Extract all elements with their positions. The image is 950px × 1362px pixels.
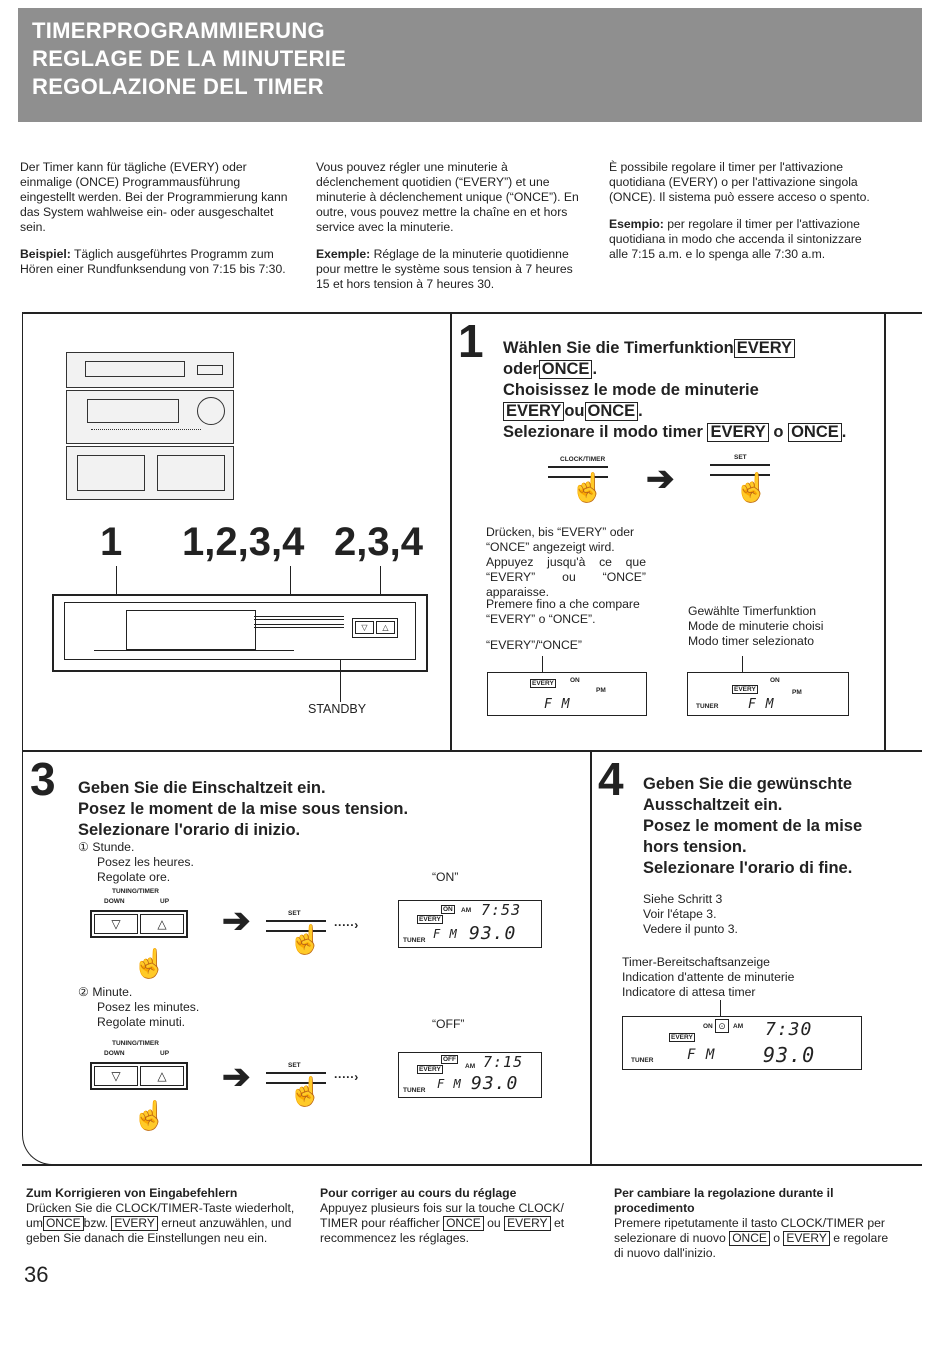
step3-heading-fr: Posez le moment de la mise sous tension. bbox=[78, 800, 409, 818]
step3-sub1-it: Regolate ore. bbox=[97, 870, 171, 884]
disp-fm-text: F M bbox=[687, 1047, 716, 1063]
intro-de-text: Der Timer kann für tägliche (EVERY) oder einmalige (ONCE) Programmausführung eingestellt werden. Bei der Programmierung kann das System wahlweise ein- oder ausgeschaltet sein. bbox=[20, 160, 288, 234]
step4-heading-fr: Posez le moment de la mise hors tension. bbox=[643, 817, 863, 856]
disp-every-indicator: EVERY bbox=[671, 1034, 693, 1041]
tuning-timer-label: TUNING/TIMER bbox=[112, 888, 159, 895]
set-label: SET bbox=[288, 1062, 301, 1069]
tuning-updown-buttons-2 bbox=[90, 1062, 188, 1090]
disp-fm-text: F M bbox=[433, 927, 458, 941]
disp-pm-indicator: PM bbox=[596, 687, 606, 694]
key-every: EVERY bbox=[111, 1216, 157, 1231]
stereo-tuner-unit bbox=[66, 352, 234, 388]
arrow-right-icon: ➔ bbox=[222, 1058, 251, 1096]
intro-fr bbox=[316, 160, 588, 304]
intro-it-example: Esempio: per regolare il timer per l'attivazione quotidiana in modo che accenda il sintonizzare alle 7:15 a.m. e lo spenga alle 7:30 a.m. bbox=[609, 217, 862, 261]
intro-fr-example: Exemple: Réglage de la minuterie quotidienne pour mettre le système sous tension à 7 heures 15 et hors tension à 7 heures 30. bbox=[316, 247, 573, 291]
disp-every-indicator: EVERY bbox=[532, 680, 554, 687]
key-every: EVERY bbox=[734, 339, 795, 358]
step1-heading-it: Selezionare il modo timer EVERY o ONCE . bbox=[503, 423, 847, 441]
disp-off-indicator: OFF bbox=[443, 1056, 456, 1063]
key-once: ONCE bbox=[43, 1216, 84, 1231]
key-every: EVERY bbox=[783, 1231, 829, 1246]
step4-see-fr: Voir l'étape 3. bbox=[643, 907, 717, 921]
down-label: DOWN bbox=[104, 898, 125, 905]
disp-fm-text: F M bbox=[437, 1077, 462, 1091]
up-label: UP bbox=[160, 898, 170, 905]
disp-fm-text: F M bbox=[748, 697, 775, 712]
timer-front-panel bbox=[52, 594, 428, 672]
step3-number: 3 bbox=[30, 753, 56, 805]
footer-it: Per cambiare la regolazione durante il procedimento Premere ripetutamente il tasto CLOCK/TIMER per selezionare di nuovo ONCE o EVERY e regolare di nuovo dall'inizio. bbox=[614, 1186, 896, 1261]
standby-leader bbox=[340, 660, 341, 702]
frame-top-line bbox=[22, 312, 922, 314]
disp-pm-indicator: PM bbox=[792, 689, 802, 696]
step4-heading-it: Selezionare l'orario di fine. bbox=[643, 859, 853, 877]
stereo-amp-unit bbox=[66, 390, 234, 444]
key-once-fr: ONCE bbox=[585, 402, 639, 421]
step1-heading-fr: Choisissez le mode de minuterie EVERY ou ONCE . bbox=[503, 381, 759, 420]
step4-heading-de: Geben Sie die gewünschte Ausschaltzeit ein. bbox=[643, 775, 853, 814]
footer-fr-title: Pour corriger au cours du réglage bbox=[320, 1186, 517, 1200]
disp-freq-text: 93.0 bbox=[763, 1043, 816, 1067]
step3-sub2: ② Minute. bbox=[78, 985, 133, 999]
step1-selected-de: Gewählte Timerfunktion bbox=[688, 604, 817, 618]
step1-number: 1 bbox=[458, 315, 484, 367]
down-label: DOWN bbox=[104, 1050, 125, 1057]
disp-time-text: 7:53 bbox=[481, 901, 522, 919]
panel-updown-buttons: ▽ △ bbox=[352, 618, 398, 638]
page-number: 36 bbox=[24, 1262, 49, 1287]
step1-selected-it: Modo timer selezionato bbox=[688, 634, 814, 648]
frame-divider-h bbox=[22, 750, 922, 752]
step1-heading-de: Wählen Sie die Timerfunktion EVERY oder ONCE . bbox=[503, 338, 883, 380]
key-every-it: EVERY bbox=[707, 423, 768, 442]
disp-time-text: 7:30 bbox=[765, 1019, 813, 1040]
intro-de-example: Beispiel: Täglich ausgeführtes Programm zum Hören einer Rundfunksendung von 7:15 bis 7:30. bbox=[20, 247, 286, 276]
disp-on-indicator: ON bbox=[570, 677, 580, 684]
footer-de: Zum Korrigieren von Eingabefehlern Drücken Sie die CLOCK/TIMER-Taste wiederholt, um ONCE bzw. EVERY erneut anzuwählen, und geben Sie danach die Einstellungen neu ein. bbox=[26, 1186, 302, 1246]
disp-every-indicator: EVERY bbox=[419, 1066, 441, 1073]
disp-am-indicator: AM bbox=[733, 1023, 744, 1030]
up-button[interactable]: △ bbox=[140, 914, 184, 934]
title-fr: REGLAGE DE LA MINUTERIE bbox=[32, 46, 347, 71]
footer-fr: Pour corriger au cours du réglage Appuyez plusieurs fois sur la touche CLOCK/ TIMER pour réafficher ONCE ou EVERY et recommencez les réglages. bbox=[320, 1186, 594, 1246]
disp-every-indicator: EVERY bbox=[734, 686, 756, 693]
step4-standby-de: Timer-Bereitschaftsanzeige bbox=[622, 955, 770, 969]
key-once: ONCE bbox=[443, 1216, 484, 1231]
arrow-right-icon: ➔ bbox=[222, 902, 251, 940]
down-button[interactable]: ▽ bbox=[94, 914, 138, 934]
step3-sub2-fr: Posez les minutes. bbox=[97, 1000, 200, 1014]
key-every: EVERY bbox=[504, 1216, 550, 1231]
device-step-label-1234: 1,2,3,4 bbox=[182, 520, 305, 564]
disp-on-indicator: ON bbox=[703, 1023, 713, 1030]
step4-display bbox=[622, 1016, 862, 1070]
stereo-cassette-unit bbox=[66, 446, 234, 500]
key-once: ONCE bbox=[539, 360, 593, 379]
frame-divider-v2 bbox=[884, 312, 886, 750]
step4-standby-it: Indicatore di attesa timer bbox=[622, 985, 756, 999]
disp-tuner-indicator: TUNER bbox=[631, 1057, 654, 1064]
title-de: TIMERPROGRAMMIERUNG bbox=[32, 18, 325, 43]
arrow-right-icon: ➔ bbox=[646, 460, 675, 498]
step4-standby-fr: Indication d'attente de minuterie bbox=[622, 970, 795, 984]
hand-press-icon: ☝ bbox=[132, 948, 167, 979]
footer-rule bbox=[22, 1164, 922, 1166]
panel-display-window bbox=[126, 610, 256, 650]
disp-tuner-indicator: TUNER bbox=[403, 937, 426, 944]
dotted-arrow-icon: ·····› bbox=[334, 1070, 359, 1084]
intro-it bbox=[609, 160, 883, 274]
step3-sub1: ① Stunde. bbox=[78, 840, 135, 854]
disp-on-indicator: ON bbox=[443, 906, 453, 913]
disp-freq-text: 93.0 bbox=[469, 923, 517, 944]
step3-heading-it: Selezionare l'orario di inizio. bbox=[78, 821, 301, 839]
step1-display-blinking bbox=[487, 672, 647, 716]
timer-clock-icon: ⊙ bbox=[715, 1019, 729, 1033]
key-once-it: ONCE bbox=[788, 423, 842, 442]
intro-de bbox=[20, 160, 294, 289]
step1-selected-fr: Mode de minuterie choisi bbox=[688, 619, 824, 633]
intro-it-text: È possibile regolare il timer per l'attivazione quotidiana (EVERY) o per l'attivazione singola (ONCE). Il sistema può essere acceso o spento. bbox=[609, 160, 870, 204]
hand-press-icon: ☝ bbox=[288, 924, 323, 955]
hand-press-icon: ☝ bbox=[132, 1100, 167, 1131]
step4-see-it: Vedere il punto 3. bbox=[643, 922, 738, 936]
tuning-updown-buttons-1 bbox=[90, 910, 188, 938]
hand-press-icon: ☝ bbox=[288, 1076, 323, 1107]
step1-press-fr: Appuyez jusqu'à ce que “EVERY” ou “ONCE” apparaisse. bbox=[486, 555, 646, 599]
on-caption: “ON” bbox=[432, 870, 459, 884]
step3-display-off bbox=[398, 1052, 542, 1098]
disp-fm-text: F M bbox=[544, 697, 571, 712]
key-every-fr: EVERY bbox=[503, 402, 564, 421]
step1-every-once-caption: “EVERY”/“ONCE” bbox=[486, 638, 582, 652]
up-label: UP bbox=[160, 1050, 170, 1057]
standby-label: STANDBY bbox=[308, 702, 367, 716]
intro-fr-text: Vous pouvez régler une minuterie à déclenchement quotidien (“EVERY”) et une minuterie à déclenchement unique (“ONCE”). En outre, vous pouvez mettre la chaîne en et hors service avec la minuterie. bbox=[316, 160, 579, 234]
tuning-timer-label: TUNING/TIMER bbox=[112, 1040, 159, 1047]
set-label: SET bbox=[288, 910, 301, 917]
step1-press-it: Premere fino a che compare “EVERY” o “ONCE”. bbox=[486, 597, 640, 626]
device-step-label-1: 1 bbox=[100, 520, 123, 564]
disp-am-indicator: AM bbox=[461, 907, 472, 914]
disp-tuner-indicator: TUNER bbox=[403, 1087, 426, 1094]
disp-am-indicator: AM bbox=[465, 1063, 476, 1070]
dotted-arrow-icon: ·····› bbox=[334, 918, 359, 932]
step3-sub1-fr: Posez les heures. bbox=[97, 855, 194, 869]
disp-every-indicator: EVERY bbox=[419, 916, 441, 923]
step3-display-on bbox=[398, 900, 542, 948]
footer-it-title: Per cambiare la regolazione durante il procedimento bbox=[614, 1186, 834, 1215]
off-caption: “OFF” bbox=[432, 1017, 465, 1031]
step4-see-de: Siehe Schritt 3 bbox=[643, 892, 723, 906]
key-once: ONCE bbox=[729, 1231, 770, 1246]
frame-divider-v3 bbox=[590, 750, 592, 1165]
footer-de-title: Zum Korrigieren von Eingabefehlern bbox=[26, 1186, 238, 1200]
step4-number: 4 bbox=[598, 753, 624, 805]
step3-sub2-it: Regolate minuti. bbox=[97, 1015, 186, 1029]
up-button[interactable]: △ bbox=[140, 1066, 184, 1086]
down-button[interactable]: ▽ bbox=[94, 1066, 138, 1086]
step1-press-de: Drücken, bis “EVERY” oder “ONCE” angezeigt wird. bbox=[486, 525, 635, 554]
device-step-label-234: 2,3,4 bbox=[334, 520, 423, 564]
frame-divider-v1 bbox=[450, 312, 452, 750]
disp-time-text: 7:15 bbox=[483, 1053, 524, 1071]
hand-press-icon: ☝ bbox=[570, 472, 605, 503]
disp-on-indicator: ON bbox=[770, 677, 780, 684]
set-label: SET bbox=[734, 454, 747, 461]
disp-freq-text: 93.0 bbox=[471, 1073, 519, 1094]
step1-display-selected bbox=[687, 672, 849, 716]
disp-tuner-indicator: TUNER bbox=[696, 703, 719, 710]
step3-heading-de: Geben Sie die Einschaltzeit ein. bbox=[78, 779, 326, 797]
clock-timer-label: CLOCK/TIMER bbox=[560, 456, 606, 463]
header-banner bbox=[18, 8, 922, 122]
title-it: REGOLAZIONE DEL TIMER bbox=[32, 74, 324, 99]
hand-press-icon: ☝ bbox=[734, 472, 769, 503]
